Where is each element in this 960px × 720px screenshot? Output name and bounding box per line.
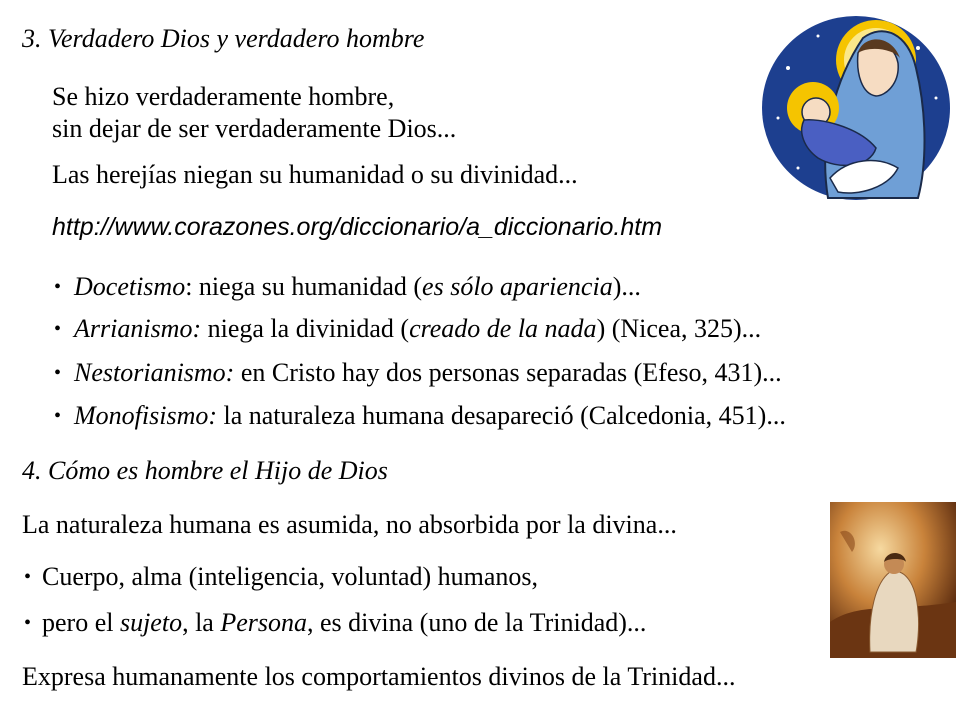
heresy-name: Arrianismo: xyxy=(74,314,202,343)
text-fragment: , la xyxy=(182,608,221,637)
bullet-glyph: • xyxy=(54,405,62,427)
heresy-note: es sólo apariencia xyxy=(422,272,613,301)
section-4-bullet-1: Cuerpo, alma (inteligencia, voluntad) humanos, xyxy=(42,562,539,591)
heresy-tail: )... xyxy=(612,272,641,301)
section-3-line-3: Las herejías niegan su humanidad o su divinidad... xyxy=(52,160,578,189)
praying-christ-image xyxy=(830,502,956,658)
madonna-child-image xyxy=(758,8,954,204)
heresy-name: Docetismo xyxy=(74,272,186,301)
heresy-monofisismo xyxy=(74,401,786,431)
bullet-glyph: • xyxy=(54,362,62,384)
heresy-tail: ) (Nicea, 325)... xyxy=(596,314,762,343)
emphasis-sujeto: sujeto xyxy=(119,608,183,637)
heresy-arrianismo xyxy=(74,314,761,344)
heresy-note: creado de la nada xyxy=(409,314,597,343)
section-3-line-1: Se hizo verdaderamente hombre, xyxy=(52,82,395,111)
bullet-glyph: • xyxy=(54,276,62,298)
section-3-heading: 3. Verdadero Dios y verdadero hombre xyxy=(22,24,425,53)
reference-url[interactable]: http://www.corazones.org/diccionario/a_diccionario.htm xyxy=(52,213,663,241)
text-fragment: pero el xyxy=(42,608,120,637)
section-4-heading: 4. Cómo es hombre el Hijo de Dios xyxy=(22,456,388,485)
heresy-nestorianismo xyxy=(74,358,782,388)
bullet-glyph: • xyxy=(24,612,32,634)
bullet-glyph: • xyxy=(24,566,32,588)
heresy-text: : niega su humanidad ( xyxy=(185,272,423,301)
bullet-glyph: • xyxy=(54,318,62,340)
heresy-text: en Cristo hay dos personas separadas (Efeso, 431)... xyxy=(234,358,782,387)
heresy-name: Nestorianismo: xyxy=(74,358,235,387)
text-fragment: , es divina (uno de la Trinidad)... xyxy=(307,608,647,637)
section-3-line-2: sin dejar de ser verdaderamente Dios... xyxy=(52,114,457,143)
heresy-text: niega la divinidad ( xyxy=(201,314,410,343)
section-4-bullet-2 xyxy=(42,608,646,638)
heresy-name: Monofisismo: xyxy=(74,401,217,430)
heresy-text: la naturaleza humana desapareció (Calcedonia, 451)... xyxy=(217,401,786,430)
emphasis-persona: Persona xyxy=(220,608,308,637)
section-4-line-1: La naturaleza humana es asumida, no absorbida por la divina... xyxy=(22,510,677,539)
closing-line: Expresa humanamente los comportamientos divinos de la Trinidad... xyxy=(22,662,736,691)
heresy-docetismo xyxy=(74,272,641,302)
